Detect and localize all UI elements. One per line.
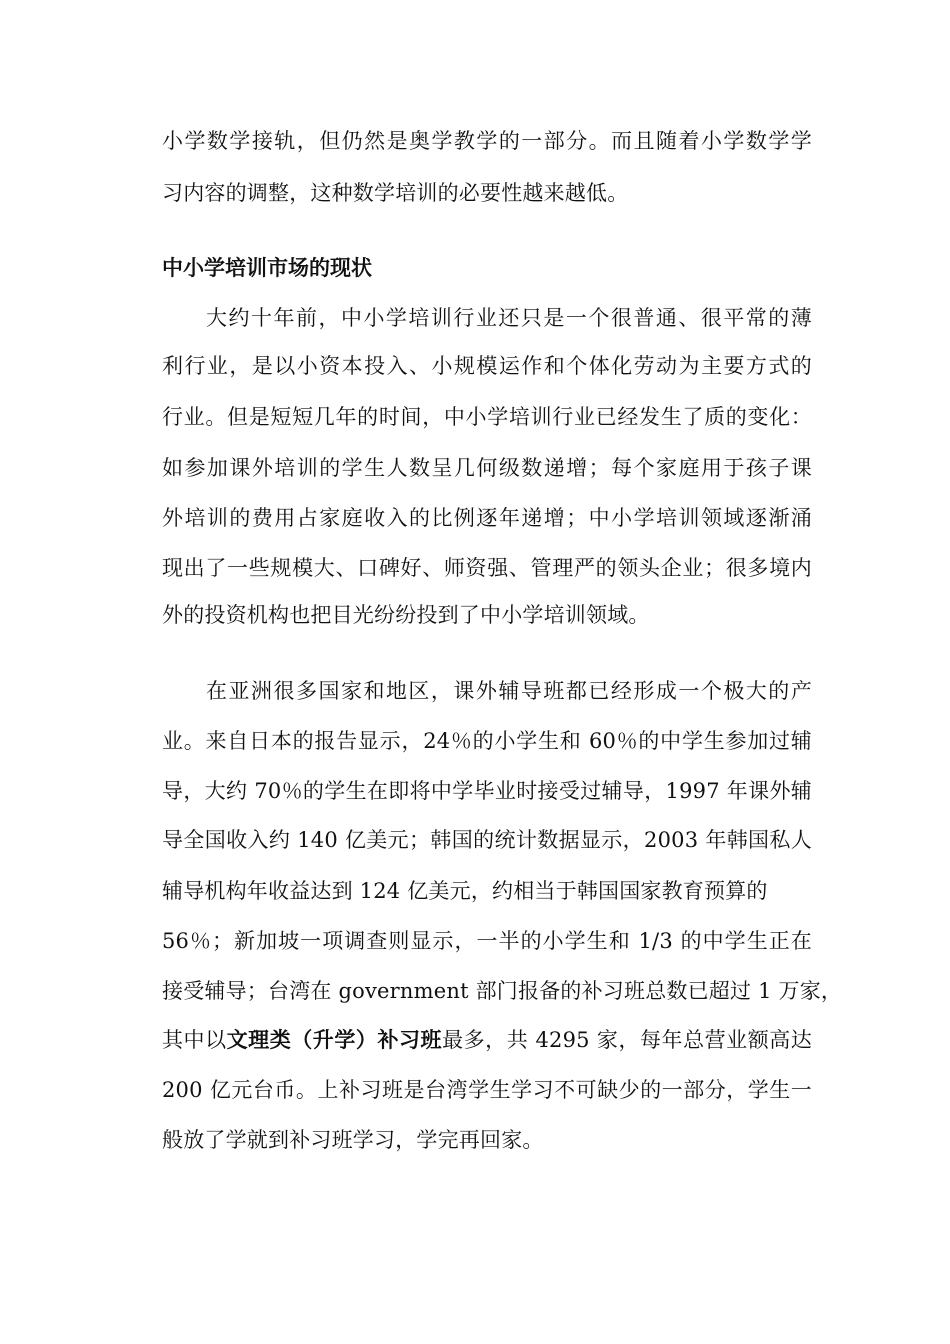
- paragraph-line: 200 亿元台币。上补习班是台湾学生学习不可缺少的一部分，学生一: [162, 1078, 812, 1102]
- section-heading: 中小学培训市场的现状: [162, 256, 372, 280]
- paragraph-line: 如参加课外培训的学生人数呈几何级数递增；每个家庭用于孩子课: [162, 456, 812, 480]
- paragraph-line: 辅导机构年收益达到 124 亿美元，约相当于韩国国家教育预算的: [162, 879, 768, 903]
- paragraph-line: 大约十年前，中小学培训行业还只是一个很普通、很平常的薄: [206, 306, 812, 330]
- paragraph-line: 习内容的调整，这种数学培训的必要性越来越低。: [162, 181, 629, 205]
- text-run: 其中以: [162, 1028, 227, 1052]
- bold-text-run: 文理类（升学）补习班: [226, 1028, 443, 1052]
- paragraph-line: 接受辅导；台湾在 government 部门报备的补习班总数已超过 1 万家，: [162, 979, 843, 1003]
- paragraph-line: 小学数学接轨，但仍然是奥学教学的一部分。而且随着小学数学学: [162, 129, 812, 153]
- paragraph-line: 般放了学就到补习班学习，学完再回家。: [162, 1128, 544, 1152]
- paragraph-line: 导全国收入约 140 亿美元；韩国的统计数据显示，2003 年韩国私人: [162, 828, 812, 852]
- paragraph-line-with-bold: [162, 1027, 812, 1053]
- paragraph-line: 行业。但是短短几年的时间，中小学培训行业已经发生了质的变化：: [162, 405, 812, 429]
- paragraph-line: 外培训的费用占家庭收入的比例逐年递增；中小学培训领域逐渐涌: [162, 506, 812, 530]
- paragraph-line: 在亚洲很多国家和地区，课外辅导班都已经形成一个极大的产: [206, 679, 812, 703]
- paragraph-line: 外的投资机构也把目光纷纷投到了中小学培训领域。: [162, 603, 650, 627]
- paragraph-line: 利行业，是以小资本投入、小规模运作和个体化劳动为主要方式的: [162, 354, 812, 378]
- paragraph-line: 现出了一些规模大、口碑好、师资强、管理严的领头企业；很多境内: [162, 556, 812, 580]
- paragraph-line: 导，大约 70％的学生在即将中学毕业时接受过辅导，1997 年课外辅: [162, 779, 812, 803]
- paragraph-line: 56％；新加坡一项调查则显示，一半的小学生和 1/3 的中学生正在: [162, 929, 812, 953]
- paragraph-line: 业。来自日本的报告显示，24％的小学生和 60％的中学生参加过辅: [162, 729, 812, 753]
- text-run: 最多，共 4295 家，每年总营业额高达: [442, 1028, 813, 1052]
